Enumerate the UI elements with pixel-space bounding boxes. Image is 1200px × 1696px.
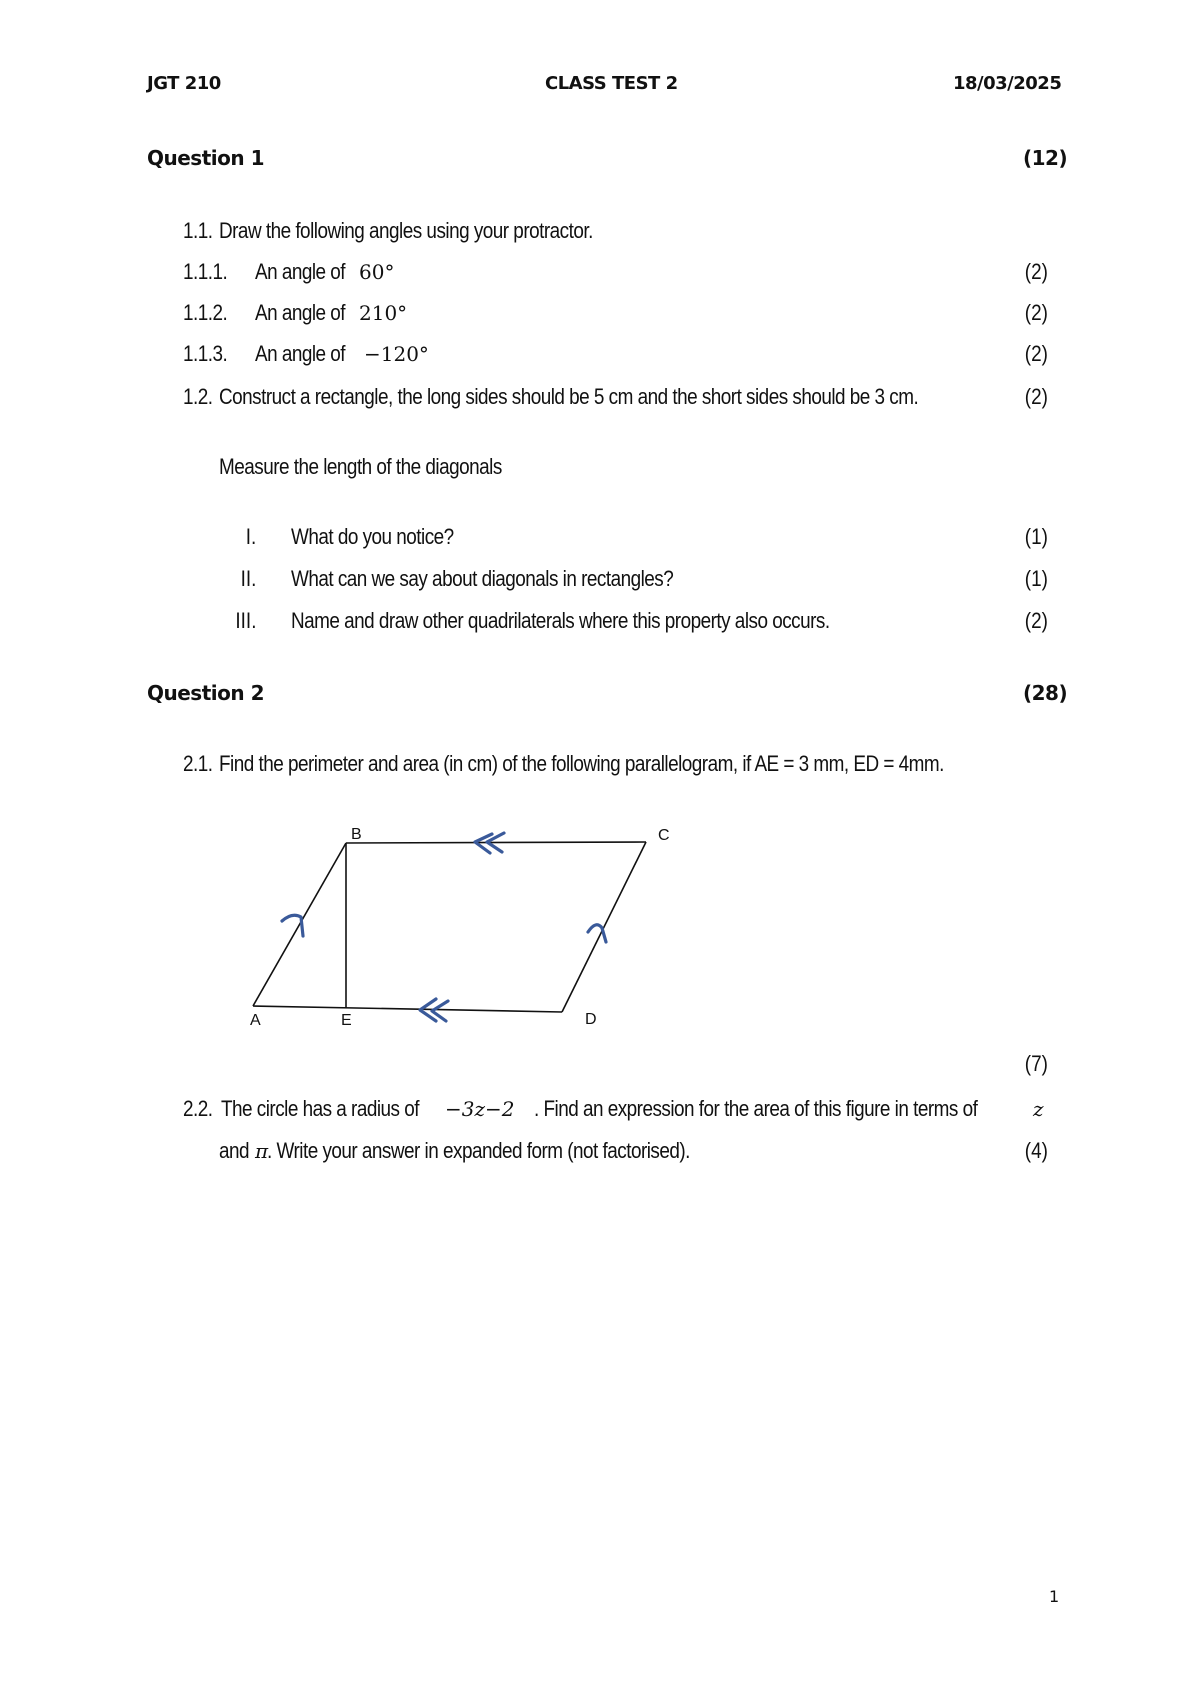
vertex-label-b: B [351,826,362,843]
item-1-2-marks: (2) [1024,384,1048,409]
item-1-1-text: Draw the following angles using your protractor. [219,218,593,243]
page-number: 1 [1049,1587,1060,1606]
question-2-title: Question 2 [147,681,264,705]
item-2-1-number: 2.1. [183,751,213,776]
item-2-1-text: Find the perimeter and area (in cm) of the following parallelogram, if AE = 3 mm, ED = 4mm. [219,751,944,776]
item-2-2-variable-z: z [1033,1097,1044,1121]
course-code: JGT 210 [147,73,221,94]
vertex-label-e: E [341,1012,352,1029]
sub-i-text: What do you notice? [291,524,454,549]
item-2-2-text-d: . Write your answer in expanded form (not factorised). [267,1138,690,1163]
item-1-1-1-angle: 60° [359,260,395,284]
side-bc [346,842,646,843]
vertex-label-d: D [585,1011,597,1028]
item-1-1-2-text: An angle of [255,300,346,325]
item-1-1-3-angle: −120° [364,342,429,366]
test-date: 18/03/2025 [953,73,1062,94]
item-1-1-2-angle: 210° [359,301,408,325]
side-cd [562,842,646,1012]
parallel-marks [282,833,606,1021]
item-2-2-text-a: The circle has a radius of [221,1096,419,1121]
side-ab [253,843,346,1006]
item-1-2-text: Construct a rectangle, the long sides should be 5 cm and the short sides should be 3 cm. [219,384,919,409]
single-arrow-ab [282,915,303,936]
item-1-1-1-text: An angle of [255,259,346,284]
item-1-2-number: 1.2. [183,384,213,409]
sub-i-number: I. [245,524,256,549]
item-1-1-2-marks: (2) [1024,300,1048,325]
item-2-2-radius-expression: −3z−2 [445,1097,515,1121]
question-1-marks: (12) [1023,146,1068,170]
item-1-1-1-number: 1.1.1. [183,259,228,284]
sub-iii-number: III. [234,608,256,633]
parallelogram-lines [253,842,646,1012]
test-title: CLASS TEST 2 [545,73,678,94]
item-2-2-pi-symbol: π [255,1139,269,1163]
item-1-1-1-marks: (2) [1024,259,1048,284]
question-2-marks: (28) [1023,681,1068,705]
sub-iii-marks: (2) [1024,608,1048,633]
item-2-2-text-c: and [219,1138,250,1163]
side-ad [253,1006,562,1012]
item-2-1-marks: (7) [1024,1051,1048,1076]
sub-i-marks: (1) [1024,524,1048,549]
question-1-title: Question 1 [147,146,264,170]
item-2-2-text-b: . Find an expression for the area of this figure in terms of [534,1096,978,1121]
item-1-1-3-marks: (2) [1024,341,1048,366]
vertex-label-a: A [250,1012,261,1029]
measure-instruction: Measure the length of the diagonals [219,454,502,479]
item-1-1-3-number: 1.1.3. [183,341,228,366]
sub-iii-text: Name and draw other quadrilaterals where this property also occurs. [291,608,830,633]
item-1-1-3-text: An angle of [255,341,346,366]
vertex-label-c: C [658,827,670,844]
item-2-2-number: 2.2. [183,1096,213,1121]
sub-ii-text: What can we say about diagonals in rectangles? [291,566,674,591]
sub-ii-marks: (1) [1024,566,1048,591]
sub-ii-number: II. [240,566,256,591]
item-1-1-number: 1.1. [183,218,213,243]
item-2-2-marks: (4) [1024,1138,1048,1163]
item-1-1-2-number: 1.1.2. [183,300,228,325]
